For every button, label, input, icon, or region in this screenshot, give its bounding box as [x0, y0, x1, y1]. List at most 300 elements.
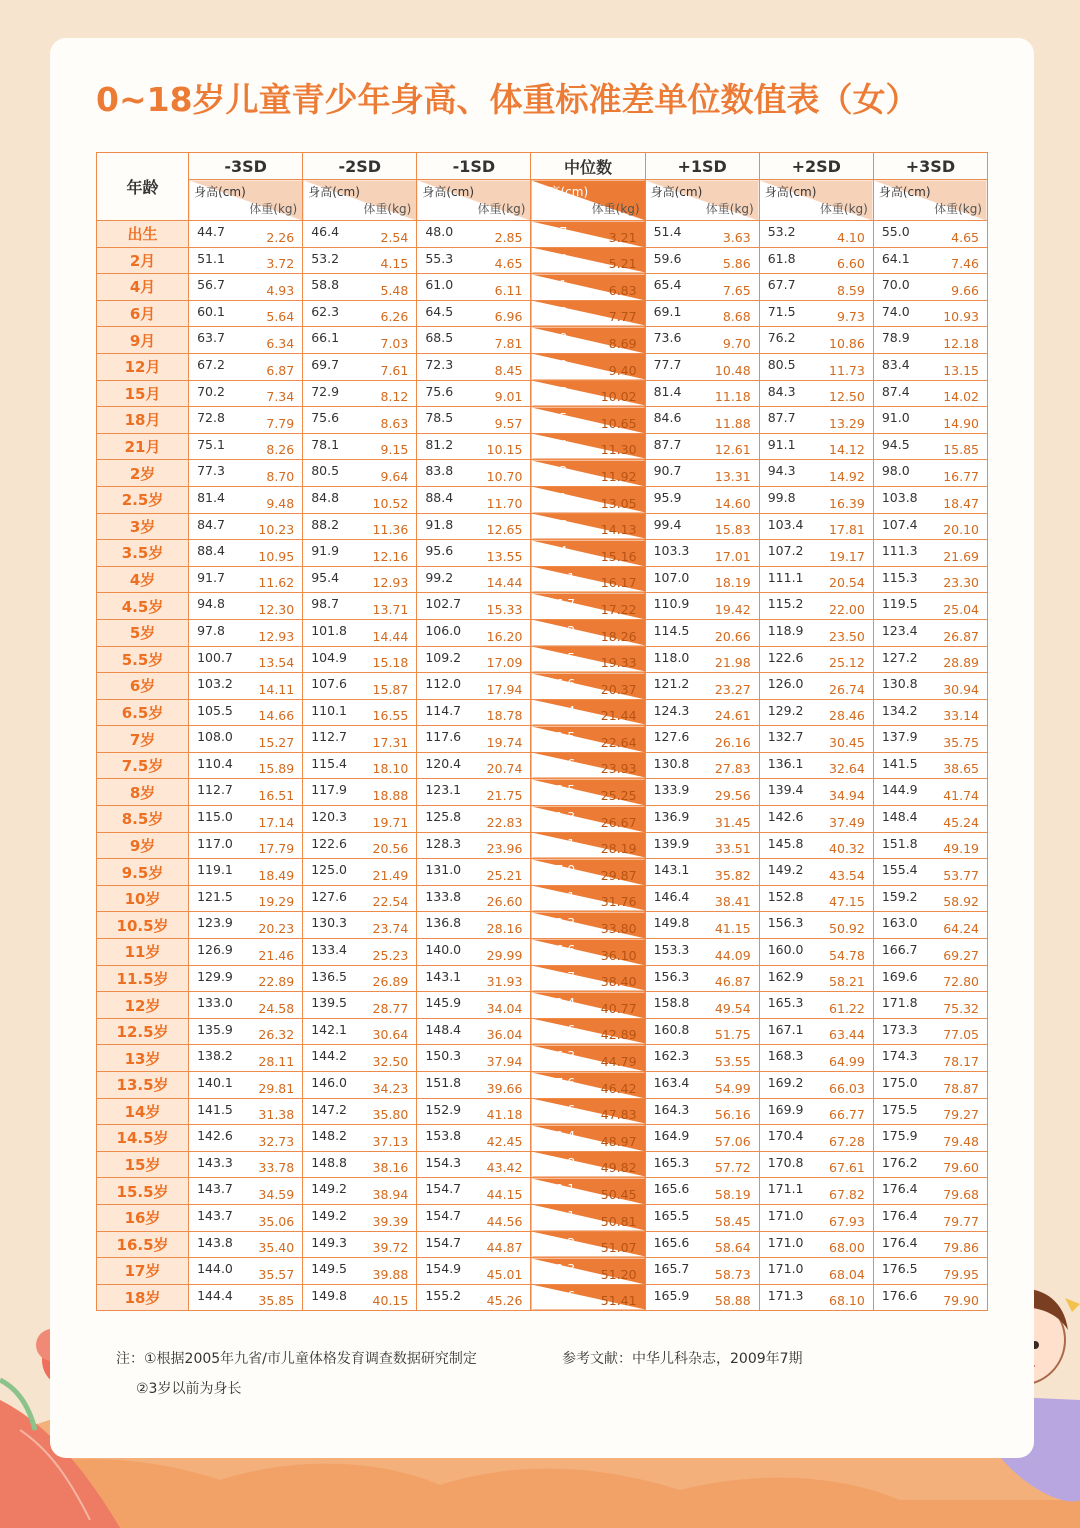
- height-value: 156.3: [767, 915, 804, 931]
- value-cell: [189, 965, 303, 992]
- value-cell: [189, 540, 303, 567]
- table-row: [97, 1098, 988, 1125]
- weight-value: 44.56: [486, 1213, 523, 1229]
- height-value: 148.2: [311, 1128, 348, 1144]
- height-value: 139.4: [767, 782, 804, 798]
- value-cell: [873, 380, 987, 407]
- height-value: 149.8: [311, 1287, 348, 1303]
- height-value: 51.4: [653, 224, 682, 239]
- weight-value: 53.77: [943, 867, 979, 883]
- weight-value: 40.32: [829, 841, 865, 857]
- weight-value: 14.13: [600, 522, 637, 538]
- height-value: 154.7: [425, 1181, 462, 1197]
- weight-value: 45.01: [486, 1266, 523, 1282]
- value-cell: [645, 859, 759, 886]
- table-row: [97, 540, 988, 567]
- value-cell: [645, 486, 759, 513]
- table-row: [97, 1125, 988, 1152]
- weight-value: 43.54: [829, 867, 865, 883]
- height-value: 148.4: [425, 1021, 462, 1037]
- weight-value: 23.30: [943, 575, 979, 591]
- median-value-cell: [531, 407, 645, 434]
- height-value: 107.4: [881, 516, 918, 532]
- height-value: 119.5: [881, 596, 918, 612]
- height-value: 167.1: [767, 1021, 804, 1037]
- weight-value: 26.87: [943, 628, 979, 644]
- height-value: 168.3: [767, 1048, 804, 1064]
- table-row: [97, 619, 988, 646]
- height-value: 153.3: [653, 942, 690, 958]
- height-value: 171.0: [767, 1207, 804, 1223]
- weight-value: 58.21: [829, 974, 865, 990]
- weight-value: 30.64: [372, 1027, 409, 1043]
- height-value: 115.3: [881, 569, 918, 585]
- value-cell: [189, 1258, 303, 1285]
- height-value: 175.9: [881, 1128, 918, 1144]
- value-cell: [759, 673, 873, 700]
- height-value: 140.1: [539, 888, 576, 904]
- weight-unit-label: 体重(kg): [591, 202, 640, 216]
- weight-value: 19.17: [829, 548, 865, 564]
- table-row: [97, 1018, 988, 1045]
- value-cell: [303, 806, 417, 833]
- height-unit-label: 身高(cm): [422, 185, 474, 199]
- weight-value: 51.07: [600, 1240, 637, 1256]
- table-row: [97, 300, 988, 327]
- table-row: [97, 752, 988, 779]
- height-value: 136.9: [653, 809, 690, 825]
- height-value: 53.2: [311, 250, 340, 266]
- weight-value: 14.60: [714, 495, 751, 511]
- value-cell: [303, 247, 417, 274]
- height-value: 65.4: [653, 277, 682, 293]
- table-row: [97, 885, 988, 912]
- height-value: 95.6: [425, 543, 454, 559]
- value-cell: [759, 593, 873, 620]
- weight-value: 16.55: [372, 708, 409, 724]
- weight-value: 35.80: [372, 1107, 409, 1123]
- weight-value: 77.05: [943, 1027, 979, 1043]
- height-value: 115.2: [767, 596, 804, 612]
- weight-value: 47.83: [600, 1107, 637, 1123]
- weight-value: 35.75: [943, 734, 979, 750]
- weight-value: 15.27: [258, 734, 295, 750]
- height-value: 67.2: [197, 356, 225, 372]
- height-value: 145.8: [767, 835, 804, 851]
- height-value: 53.2: [767, 224, 796, 239]
- value-cell: [189, 221, 303, 248]
- weight-value: 19.33: [600, 655, 637, 671]
- table-row: [97, 1258, 988, 1285]
- weight-value: 30.45: [829, 734, 865, 750]
- height-value: 160.1: [539, 1207, 576, 1223]
- height-value: 112.7: [197, 782, 233, 798]
- value-cell: [303, 939, 417, 966]
- value-cell: [303, 1258, 417, 1285]
- height-value: 95.9: [653, 489, 682, 505]
- height-value: 143.7: [197, 1181, 233, 1197]
- height-value: 144.2: [311, 1048, 348, 1064]
- weight-value: 19.29: [258, 894, 295, 910]
- height-value: 87.4: [881, 383, 910, 399]
- height-value: 78.5: [425, 410, 454, 426]
- age-cell: 7.5岁: [97, 752, 189, 779]
- footnote-2: ②3岁以前为身长: [136, 1381, 242, 1397]
- value-cell: [759, 247, 873, 274]
- weight-value: 20.66: [714, 628, 751, 644]
- weight-value: 16.20: [486, 628, 523, 644]
- value-cell: [759, 726, 873, 753]
- weight-value: 24.61: [714, 708, 751, 724]
- value-cell: [303, 1284, 417, 1311]
- weight-value: 20.23: [258, 921, 295, 937]
- value-cell: [759, 965, 873, 992]
- weight-value: 7.65: [722, 282, 751, 298]
- median-value-cell: [531, 1284, 645, 1311]
- page-title: 0~18岁儿童青少年身高、体重标准差单位数值表（女）: [96, 80, 919, 119]
- value-cell: [189, 779, 303, 806]
- value-cell: [759, 407, 873, 434]
- value-cell: [759, 1018, 873, 1045]
- value-cell: [189, 752, 303, 779]
- value-cell: [873, 1258, 987, 1285]
- height-value: 104.9: [311, 649, 348, 665]
- weight-value: 42.45: [486, 1133, 523, 1149]
- weight-value: 42.89: [600, 1027, 637, 1043]
- height-value: 111.3: [881, 543, 918, 559]
- value-cell: [759, 1178, 873, 1205]
- weight-value: 14.92: [829, 468, 865, 484]
- height-value: 121.2: [653, 676, 690, 692]
- weight-value: 49.19: [943, 841, 979, 857]
- weight-value: 31.38: [258, 1107, 295, 1123]
- weight-value: 57.72: [714, 1160, 751, 1176]
- weight-value: 21.98: [714, 655, 751, 671]
- height-value: 157.6: [539, 1075, 576, 1090]
- height-value: 149.2: [311, 1181, 348, 1197]
- weight-value: 11.73: [829, 362, 865, 378]
- weight-value: 11.36: [372, 522, 409, 538]
- weight-value: 79.77: [943, 1213, 979, 1229]
- weight-value: 38.65: [943, 761, 979, 777]
- weight-value: 9.15: [380, 442, 409, 458]
- height-value: 165.3: [767, 995, 804, 1011]
- value-cell: [417, 327, 531, 354]
- value-cell: [303, 593, 417, 620]
- value-cell: [303, 965, 417, 992]
- height-value: 81.4: [653, 383, 682, 399]
- value-cell: [645, 1178, 759, 1205]
- height-value: 128.3: [425, 835, 462, 851]
- weight-value: 17.14: [258, 814, 295, 830]
- height-value: 78.5: [539, 383, 568, 399]
- height-value: 99.2: [425, 569, 454, 585]
- height-value: 105.5: [197, 702, 233, 718]
- height-value: 81.5: [539, 410, 568, 426]
- median-value-cell: [531, 1072, 645, 1099]
- value-cell: [189, 673, 303, 700]
- weight-value: 25.04: [943, 601, 979, 617]
- height-value: 152.9: [425, 1101, 462, 1117]
- value-cell: [417, 1072, 531, 1099]
- height-value: 84.6: [653, 410, 682, 426]
- value-cell: [873, 646, 987, 673]
- weight-value: 15.89: [258, 761, 295, 777]
- weight-value: 79.95: [943, 1266, 979, 1282]
- weight-unit-label: 体重(kg): [477, 202, 526, 216]
- median-value-cell: [531, 433, 645, 460]
- value-cell: [645, 1098, 759, 1125]
- height-value: 126.9: [197, 942, 233, 958]
- height-value: 73.6: [653, 330, 682, 346]
- height-value: 120.3: [311, 809, 348, 825]
- unit-subheader: [873, 180, 987, 221]
- value-cell: [189, 859, 303, 886]
- value-cell: [759, 274, 873, 301]
- weight-value: 14.66: [258, 708, 295, 724]
- height-unit-label: 身高(cm): [764, 185, 817, 199]
- height-value: 84.7: [197, 516, 225, 532]
- value-cell: [873, 513, 987, 540]
- weight-value: 10.70: [486, 468, 523, 484]
- value-cell: [417, 433, 531, 460]
- weight-value: 10.02: [600, 389, 637, 405]
- height-value: 106.7: [539, 596, 576, 612]
- height-value: 176.4: [881, 1234, 918, 1250]
- height-value: 103.1: [539, 569, 576, 585]
- weight-value: 35.82: [714, 867, 751, 883]
- height-value: 95.4: [311, 569, 340, 585]
- weight-value: 22.64: [600, 734, 637, 750]
- value-cell: [645, 1284, 759, 1311]
- value-cell: [189, 939, 303, 966]
- height-value: 149.8: [653, 915, 690, 931]
- height-value: 60.1: [197, 303, 225, 319]
- value-cell: [873, 593, 987, 620]
- height-value: 123.4: [881, 622, 918, 638]
- value-cell: [645, 327, 759, 354]
- weight-value: 27.83: [714, 761, 751, 777]
- value-cell: [759, 912, 873, 939]
- height-value: 107.2: [767, 543, 804, 559]
- value-cell: [873, 1204, 987, 1231]
- value-cell: [873, 221, 987, 248]
- weight-value: 17.31: [372, 734, 409, 750]
- weight-value: 28.77: [372, 1000, 409, 1016]
- weight-value: 23.96: [486, 841, 523, 857]
- weight-value: 31.76: [600, 894, 637, 910]
- value-cell: [303, 912, 417, 939]
- height-value: 110.2: [539, 622, 576, 638]
- weight-value: 18.19: [714, 575, 751, 591]
- weight-value: 12.65: [486, 522, 523, 538]
- value-cell: [303, 1018, 417, 1045]
- value-cell: [417, 885, 531, 912]
- height-value: 127.6: [311, 888, 348, 904]
- age-cell: 出生: [97, 221, 189, 248]
- table-row: [97, 1072, 988, 1099]
- height-value: 94.5: [881, 436, 910, 452]
- height-value: 87.7: [653, 436, 682, 452]
- table-row: [97, 699, 988, 726]
- height-unit-label: 身高(cm): [650, 185, 703, 199]
- sd-column-header: -2SD: [303, 153, 417, 180]
- value-cell: [303, 380, 417, 407]
- weight-value: 18.49: [258, 867, 295, 883]
- median-value-cell: [531, 593, 645, 620]
- median-value-cell: [531, 673, 645, 700]
- value-cell: [873, 486, 987, 513]
- weight-value: 45.26: [486, 1293, 523, 1309]
- height-value: 57.4: [539, 250, 568, 266]
- height-value: 176.2: [881, 1154, 918, 1170]
- value-cell: [759, 566, 873, 593]
- value-cell: [189, 513, 303, 540]
- height-value: 149.3: [311, 1234, 348, 1250]
- value-cell: [417, 1045, 531, 1072]
- median-value-cell: [531, 1231, 645, 1258]
- median-value-cell: [531, 247, 645, 274]
- height-value: 63.7: [197, 330, 225, 346]
- value-cell: [759, 1125, 873, 1152]
- value-cell: [417, 460, 531, 487]
- value-cell: [189, 274, 303, 301]
- value-cell: [303, 1098, 417, 1125]
- weight-value: 18.88: [372, 788, 409, 804]
- height-value: 155.2: [425, 1287, 462, 1303]
- height-value: 114.5: [653, 622, 690, 638]
- weight-value: 6.26: [380, 309, 409, 325]
- height-value: 153.8: [425, 1128, 462, 1144]
- age-cell: 8岁: [97, 779, 189, 806]
- value-cell: [873, 327, 987, 354]
- table-row: [97, 513, 988, 540]
- weight-value: 18.26: [600, 628, 637, 644]
- height-value: 169.9: [767, 1101, 804, 1117]
- weight-value: 57.06: [714, 1133, 751, 1149]
- height-value: 71.0: [539, 330, 568, 346]
- value-cell: [645, 752, 759, 779]
- value-cell: [417, 806, 531, 833]
- value-cell: [303, 1072, 417, 1099]
- table-row: [97, 486, 988, 513]
- unit-subheader: [417, 180, 531, 221]
- weight-value: 3.21: [608, 229, 637, 245]
- height-value: 154.3: [425, 1154, 462, 1170]
- weight-value: 28.19: [600, 841, 637, 857]
- height-value: 126.0: [767, 676, 804, 692]
- value-cell: [873, 1125, 987, 1152]
- height-value: 122.6: [767, 649, 804, 665]
- weight-value: 28.89: [943, 655, 979, 671]
- height-value: 130.8: [653, 755, 690, 771]
- height-value: 173.3: [881, 1021, 918, 1037]
- weight-value: 21.46: [258, 947, 295, 963]
- value-cell: [645, 513, 759, 540]
- height-value: 145.9: [425, 995, 462, 1011]
- age-cell: 15月: [97, 380, 189, 407]
- value-cell: [189, 407, 303, 434]
- age-cell: 15.5岁: [97, 1178, 189, 1205]
- table-row: [97, 1204, 988, 1231]
- weight-value: 58.88: [714, 1293, 751, 1309]
- weight-value: 6.11: [494, 282, 523, 298]
- height-value: 171.3: [767, 1287, 804, 1303]
- value-cell: [189, 1098, 303, 1125]
- height-value: 140.1: [197, 1075, 233, 1090]
- height-value: 83.8: [425, 463, 454, 479]
- weight-value: 13.31: [714, 468, 751, 484]
- height-value: 64.5: [425, 303, 454, 319]
- value-cell: [645, 1125, 759, 1152]
- weight-value: 23.27: [714, 681, 751, 697]
- value-cell: [417, 513, 531, 540]
- height-value: 160.2: [539, 1234, 576, 1250]
- weight-value: 12.30: [258, 601, 295, 617]
- value-cell: [303, 859, 417, 886]
- value-cell: [417, 1258, 531, 1285]
- value-cell: [189, 1204, 303, 1231]
- value-cell: [873, 939, 987, 966]
- median-value-cell: [531, 752, 645, 779]
- height-value: 68.5: [425, 330, 454, 346]
- height-value: 140.0: [425, 942, 462, 958]
- height-value: 58.8: [311, 277, 340, 293]
- age-cell: 21月: [97, 433, 189, 460]
- age-cell: 4.5岁: [97, 593, 189, 620]
- weight-value: 2.85: [494, 229, 523, 245]
- height-value: 171.0: [767, 1234, 804, 1250]
- weight-value: 46.42: [600, 1080, 637, 1096]
- age-cell: 10.5岁: [97, 912, 189, 939]
- value-cell: [645, 1072, 759, 1099]
- age-cell: 14.5岁: [97, 1125, 189, 1152]
- weight-value: 29.87: [600, 867, 637, 883]
- height-value: 165.6: [653, 1234, 690, 1250]
- age-cell: 17岁: [97, 1258, 189, 1285]
- value-cell: [873, 619, 987, 646]
- value-cell: [645, 353, 759, 380]
- value-cell: [303, 513, 417, 540]
- height-value: 95.6: [539, 516, 568, 532]
- age-cell: 13.5岁: [97, 1072, 189, 1099]
- weight-value: 12.18: [943, 335, 979, 351]
- value-cell: [303, 353, 417, 380]
- value-cell: [873, 912, 987, 939]
- value-cell: [759, 806, 873, 833]
- height-value: 164.9: [653, 1128, 690, 1144]
- height-value: 162.3: [653, 1048, 690, 1064]
- median-value-cell: [531, 513, 645, 540]
- value-cell: [759, 1258, 873, 1285]
- table-row: [97, 832, 988, 859]
- value-cell: [189, 646, 303, 673]
- height-value: 109.2: [425, 649, 462, 665]
- weight-value: 18.78: [486, 708, 523, 724]
- weight-value: 19.42: [714, 601, 751, 617]
- weight-value: 66.03: [829, 1080, 865, 1096]
- weight-value: 29.81: [258, 1080, 295, 1096]
- weight-value: 18.10: [372, 761, 409, 777]
- value-cell: [189, 327, 303, 354]
- weight-value: 21.49: [372, 867, 409, 883]
- value-cell: [873, 1284, 987, 1311]
- value-cell: [417, 673, 531, 700]
- weight-value: 10.23: [258, 522, 295, 538]
- weight-value: 40.77: [600, 1000, 637, 1016]
- weight-value: 79.68: [943, 1186, 979, 1202]
- value-cell: [417, 779, 531, 806]
